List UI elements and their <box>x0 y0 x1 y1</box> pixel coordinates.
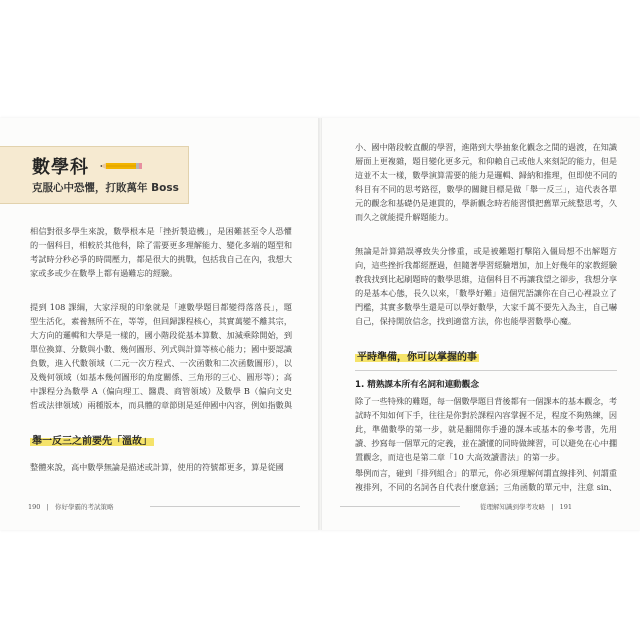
page-number-left: 190 <box>28 503 41 511</box>
right-running-title: 從理解知識到學考攻略 <box>480 503 545 511</box>
pencil-icon <box>100 161 142 171</box>
right-paragraph-2: 無論是計算錯誤導致失分慘重，或是被難題打擊陷入僵局想不出解題方向，這些挫折我都經歷過，但隨著學習經驗增加，加上好幾年的家教經驗教我找到比起刷題時的數學思維，這個科目不再讓我望之卻步，我想分享的是基本心態，長久以來，「數學好難」這個咒語讓你在自己心裡設立了門檻，其實多數學生還是可以學好數學，大家千萬不要先入為主，自己嚇自己，保持開放信念，找到適當方法，你也能學習數學心魔。 <box>355 246 617 326</box>
right-footer: 從理解知識到學考攻略 | 191 <box>480 503 573 511</box>
page-gutter <box>318 118 322 530</box>
chapter-title: 數學科 <box>32 157 89 178</box>
right-footer-rule <box>340 506 460 507</box>
page-number-right: 191 <box>559 503 573 511</box>
right-section-heading: 平時準備，你可以掌握的事 <box>355 348 479 363</box>
left-paragraph-1: 相信對很多學生來說，數學根本是「挫折製造機」，是困難甚至令人恐懼的一個科目，相較於其他科，除了需要更多理解能力、變化多端的題型和考試時分秒必爭的時間壓力，都是很大的挑戰，包括我自己在內，我想大家或多或少在數學上都有過難忘的經驗。 <box>30 226 292 278</box>
right-paragraph-4: 舉例而言，碰到「排列組合」的單元，你必須理解何謂直線排列、何謂重複排列，不同的名詞各自代表什麼意涵；三角函數的單元中，注意 sin、 <box>355 468 617 492</box>
right-paragraph-3: 除了一些特殊的難題，每一個數學題目背後都有一個課本的基本觀念，考試時不知如何下手，往往是你對於課程內容掌握不足，程度不夠熟練，因此，準備數學的第一步，就是翻開你手邊的課本或基本的參考書，先用讀、抄寫每一個單元的定義，並在讀懂的同時做練習，可以避免在心中擱置觀念，而這也是第二章「10 大高效讀書法」的第一步。 <box>355 396 617 462</box>
left-running-title: 你好學霸的考試策略 <box>55 503 114 511</box>
right-paragraph-1: 小、國中階段較直觀的學習，進階到大學抽象化觀念之間的過渡，在知識層面上更複雜，題目變化更多元，和仰賴自己或他人來刻記的能力，但是這並不太一樣，數學演算需要的能力是邏輯、歸納和推理，但即使不同的科目有不同的思考路徑，數學的關鍵目標是做「舉一反三」，這代表各單元的觀念和基礎仍是連貫的，學新觀念時若能習慣把舊單元統整思考，久而久之就能提升解題能力。 <box>355 142 617 222</box>
left-section-heading: 舉一反三之前要先「溫故」 <box>30 432 154 447</box>
left-paragraph-2: 提到 108 課綱，大家浮現的印象就是「連數學題目都變得落落長」，題型生活化，素養無所不在，等等，但回歸課程核心，其實萬變不離其宗，大方向的邏輯和大學是一樣的，國小階段從基本算數、加減乘除開始，到單位換算、分數與小數、幾何圖形、列式與計算等核心能力；國中要認識負數，進入代數領域（二元一次方程式、一次函數和二次函數圖形），以及幾何領域（如基本幾何圖形的角度關係、三角形的三心、圓形等）；高中課程分為數學 A（偏向理工、醫農、商管領域）及數學 B（偏向文史哲或法律領域）兩種版本，而具體的章節則是延伸國中內容，例如指數與 <box>30 302 292 410</box>
left-footer: 190 | 你好學霸的考試策略 <box>28 503 114 511</box>
right-subheading: 1. 精熟課本所有名詞和連動觀念 <box>355 380 479 390</box>
left-footer-rule <box>150 506 300 507</box>
left-paragraph-3: 整體來說，高中數學無論是描述或計算，使用的符號都更多，算是從國 <box>30 462 284 472</box>
section-divider <box>355 370 617 371</box>
chapter-subtitle: 克服心中恐懼，打敗萬年 Boss <box>32 182 179 194</box>
chapter-title-box <box>0 146 189 204</box>
